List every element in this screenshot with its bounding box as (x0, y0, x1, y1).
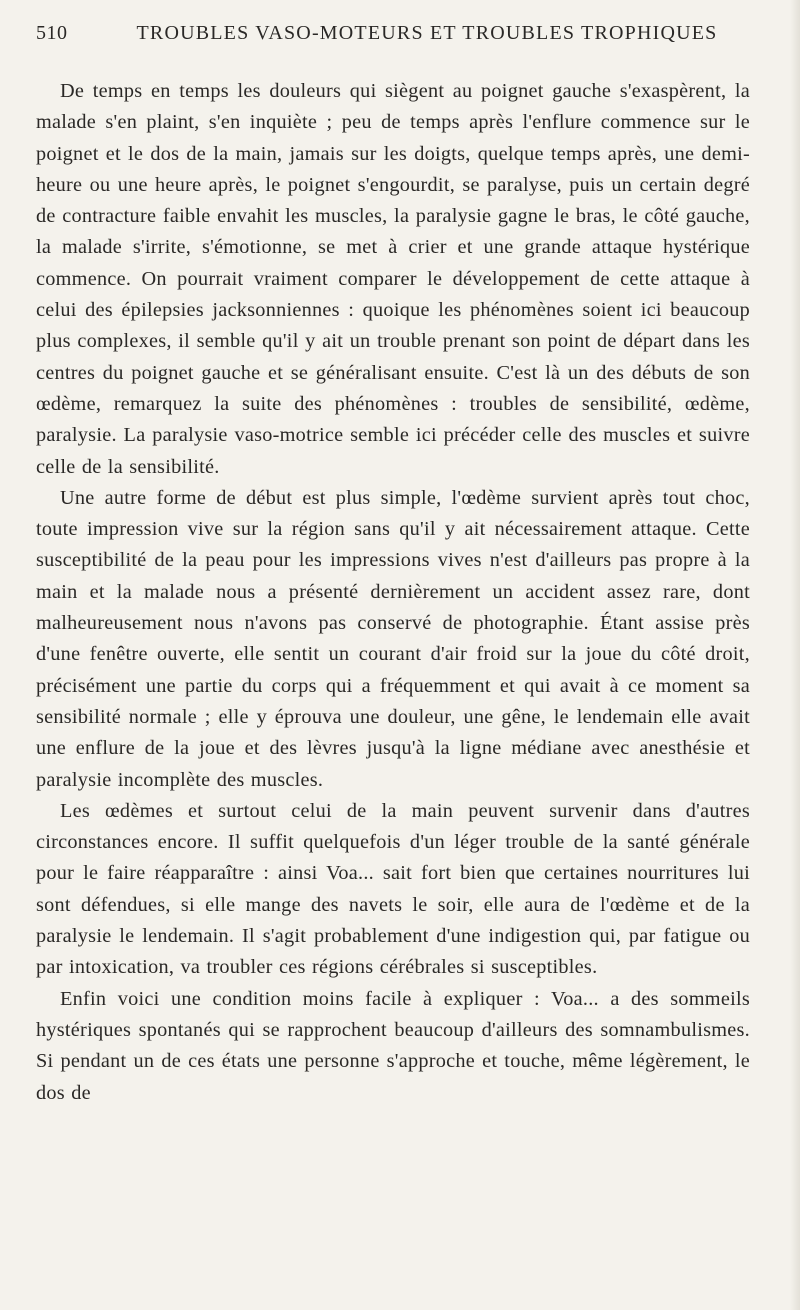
page-edge-shadow (790, 0, 800, 1310)
body-text (36, 76, 750, 1109)
paragraph-3: Les œdèmes et surtout celui de la main peuvent survenir dans d'autres circonstances encore. Il suffit quelquefois d'un léger trouble de la santé générale pour le faire réapparaître : ainsi Voa... sait fort bien que certaines nourritures lui sont défendues, si elle mange des navets le soir, elle aura de l'œdème et de la paralysie le lendemain. Il s'agit probablement d'une indigestion qui, par fatigue ou par intoxication, va troubler ces régions cérébrales si susceptibles. (36, 799, 750, 979)
paragraph-1: De temps en temps les douleurs qui siègent au poignet gauche s'exaspèrent, la malade s'en plaint, s'en inquiète ; peu de temps après l'enflure commence sur le poignet et le dos de la main, jamais sur les doigts, quelque temps après, une demi-heure ou une heure après, le poignet s'engourdit, se paralyse, puis un certain degré de contracture faible envahit les muscles, la paralysie gagne le bras, le côté gauche, la malade s'irrite, s'émotionne, se met à crier et une grande attaque hystérique commence. On pourrait vraiment comparer le développement de cette attaque à celui des épilepsies jacksonniennes : quoique les phénomènes soient ici beaucoup plus complexes, il semble qu'il y ait un trouble prenant son point de départ dans les centres du poignet gauche et se généralisant ensuite. C'est là un des débuts de son œdème, remarquez la suite des phénomènes : troubles de sensibilité, œdème, paralysie. La paralysie vaso-motrice semble ici précéder celle des muscles et suivre celle de la sensibilité. (36, 80, 750, 478)
paragraph-4: Enfin voici une condition moins facile à expliquer : Voa... a des sommeils hystériques spontanés qui se rapprochent beaucoup d'ailleurs des somnambulismes. Si pendant un de ces états une personne s'approche et touche, même légèrement, le dos de (36, 987, 750, 1104)
running-title: TROUBLES VASO-MOTEURS ET TROUBLES TROPHIQUES (136, 22, 718, 44)
paragraph-2: Une autre forme de début est plus simple, l'œdème survient après tout choc, toute impression vive sur la région sans qu'il y ait nécessairement attaque. Cette susceptibilité de la peau pour les impressions vives n'est d'ailleurs pas propre à la main et la malade nous a présenté dernièrement un accident assez rare, dont malheureusement nous n'avons pas conservé de photographie. Étant assise près d'une fenêtre ouverte, elle sentit un courant d'air froid sur la joue du côté droit, précisément une partie du corps qui a fréquemment et qui avait à ce moment sa sensibilité normale ; elle y éprouva une douleur, une gêne, le lendemain elle avait une enflure de la joue et des lèvres jusqu'à la ligne médiane avec anesthésie et paralysie incomplète des muscles. (36, 486, 750, 791)
running-header (36, 22, 748, 52)
page-number: 510 (36, 22, 68, 44)
